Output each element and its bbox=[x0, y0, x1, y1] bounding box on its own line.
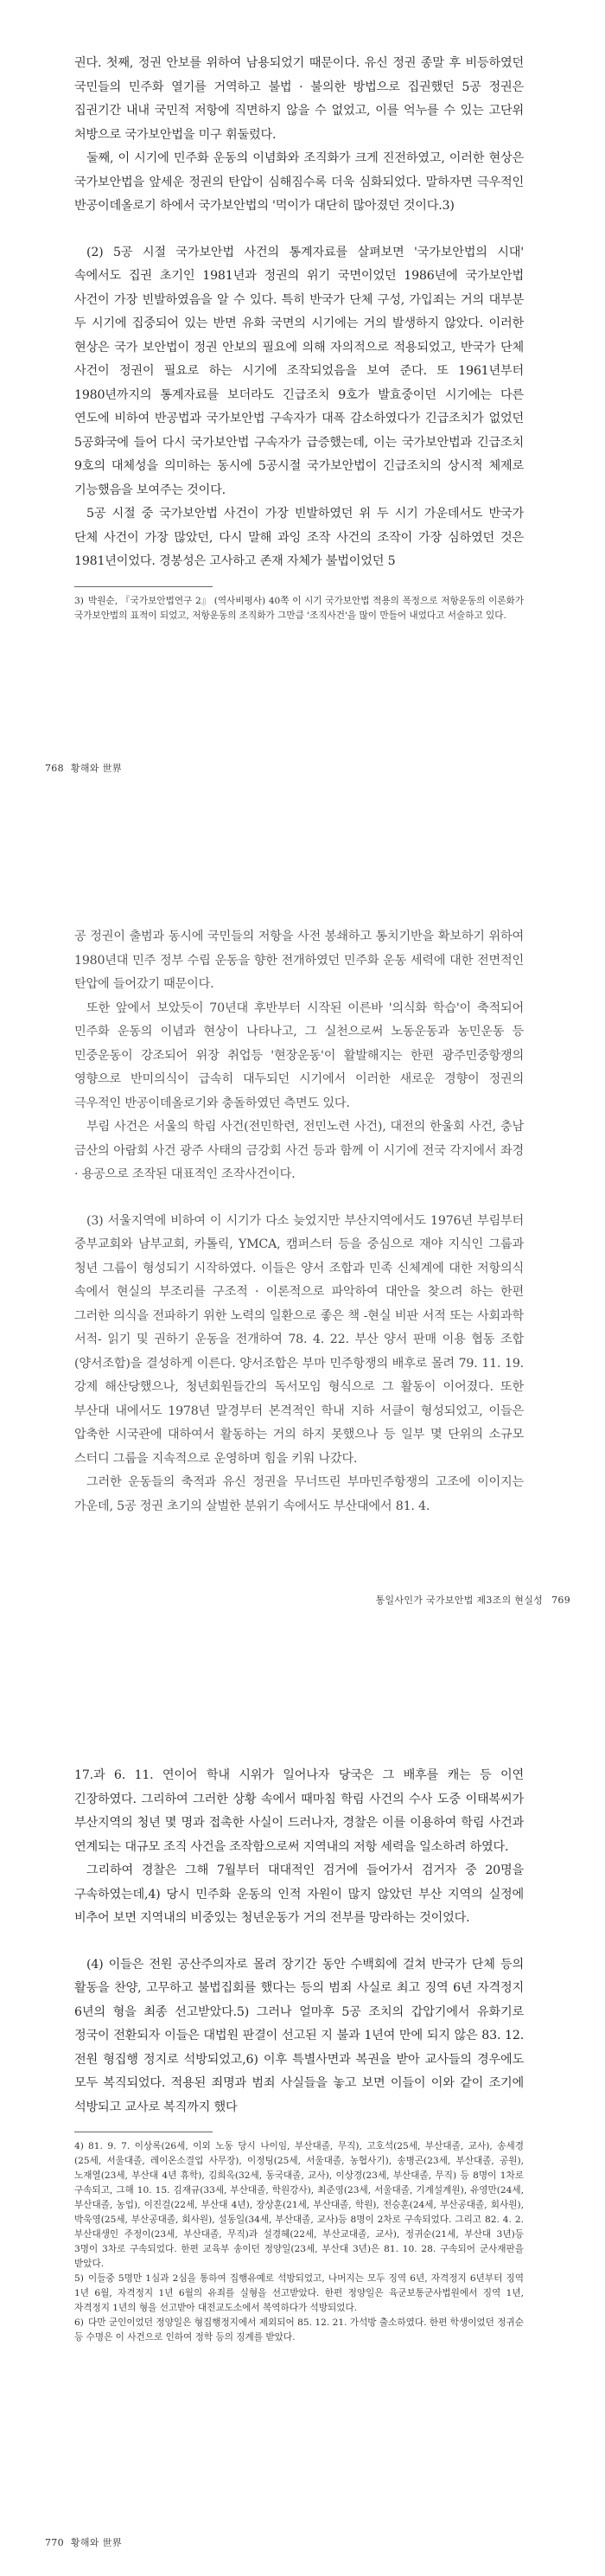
journal-title: 황해와 世界 bbox=[70, 2537, 123, 2548]
footnote-number: 4) bbox=[74, 2141, 84, 2151]
page-number: 768 bbox=[45, 763, 64, 774]
running-header-769 bbox=[376, 1593, 570, 1607]
footnote-number: 3) bbox=[74, 595, 84, 606]
paragraph-769-4: (3) 서울지역에 비하여 이 시기가 다소 늦었지만 부산지역에서도 1976년 부림부터 중부교회와 남부교회, 카톨릭, YMCA, 캠퍼스터 등을 중심으로 재야 지식인 그룹과 청년 그룹이 형성되기 시작하였다. 이들은 양서 조합과 민족 신체계에 대한 저항의식 속에서 현실의 부조리를 구조적 · 이론적으로 파악하여 대안을 찾으려 하는 한편 그러한 의식을 전파하기 위한 노력의 일환으로 좋은 책 -현실 비판 서적 또는 사회과학 서적- 읽기 및 권하기 운동을 전개하여 78. 4. 22. 부산 양서 판매 이용 협동 조합 (양서조합)을 결성하게 이른다. 양서조합은 부마 민주항쟁의 배후로 몰려 79. 11. 19. 강제 해산당했으나, 청년회원들간의 독서모임 형식으로 그 활동이 이어졌다. 또한 부산대 내에서도 1978년 말경부터 본격적인 학내 지하 서클이 형성되었고, 이들은 압축한 시국관에 대하여서 활동하는 거의 하지 못했으나 등 일부 몇 단위의 소규모 스터디 그룹을 지속적으로 운영하며 힘을 키워 나갔다. bbox=[74, 1213, 524, 1466]
paragraph-768-2: 둘째, 이 시기에 민주화 운동의 이념화와 조직화가 크게 진전하였고, 이러한 현상은 국가보안법을 앞세운 정권의 탄압이 심해짐수록 더욱 심화되었다. 말하자면 극우적인 반공이데올로기 하에서 국가보안법의 '먹이가 대단히 많아졌던 것이다.3) bbox=[74, 151, 524, 213]
paragraph-770-3: (4) 이들은 전원 공산주의자로 몰려 장기간 동안 수백회에 걸쳐 반국가 단체 등의 활동을 찬양, 고무하고 불법집회를 했다는 등의 범죄 사실로 최고 징역 6년 자격정지 6년의 형을 최종 선고받았다.5) 그러나 얼마후 5공 조치의 갑압기에서 유화기로 정국이 전환되자 이들은 대법원 판결이 선고된 지 불과 1년여 만에 되지 않은 83. 12. 전원 형집행 정지로 석방되었고,6) 이후 특별사면과 복권을 받아 교사들의 경우에도 모두 복직되었다. 적용된 죄명과 범죄 사실들을 놓고 보면 이들이 이와 같이 조기에 석방되고 교사로 복직까지 했다 bbox=[74, 1957, 524, 2114]
page-number: 769 bbox=[551, 1595, 570, 1606]
journal-title: 황해와 世界 bbox=[70, 763, 123, 774]
paragraph-770-1: 17.과 6. 11. 연이어 학내 시위가 일어나자 당국은 그 배후를 캐는 등 이연 긴장하였다. 그리하여 그러한 상황 속에서 때마침 학림 사건의 수사 도중 이태복씨가 부산지역의 청년 몇 명과 접촉한 사실이 드러나자, 경찰은 이를 이용하여 학림 사건과 연계되는 대규모 조직 사건을 조작함으로써 지역내의 저항 세력을 일소하려 하였다. bbox=[74, 1768, 524, 1854]
footnote-text: 이들중 5명만 1심과 2심을 통하여 집행유예로 석방되었고, 나머지는 모두 징역 6년, 자격정지 6년부터 징역 1년 6월, 자격정지 1년 6월의 유죄를 실형을 선고받았다. 한편 정양일은 육군보통군사법원에서 징역 1년, 자격정지 1년의 형을 선고받아 대전교도소에서 복역하다가 석방되었다. bbox=[74, 2273, 524, 2313]
page-770 bbox=[0, 1712, 605, 2576]
paragraph-769-1: 공 정권이 출범과 동시에 국민들의 저항을 사전 봉쇄하고 통치기반을 확보하기 위하여 1980년대 민주 정부 수립 운동을 향한 전개하였던 민주화 운동 세력에 대한 전면적인 탄압에 들어갔기 때문이다. bbox=[74, 930, 524, 991]
paragraph-769-3: 부림 사건은 서울의 학림 사건(전민학련, 전민노련 사건), 대전의 한울회 사건, 충남 금산의 아람회 사건 광주 사태의 금강회 사건 등과 함께 이 시기에 전국 각지에서 좌경 · 용공으로 조작된 대표적인 조작사건이다. bbox=[74, 1120, 524, 1181]
footnote-770-5 bbox=[74, 2272, 524, 2316]
page-768 bbox=[0, 0, 605, 846]
footnote-divider bbox=[74, 586, 213, 587]
footnote-text: 81. 9. 7. 이상록(26세, 이외 노동 당시 나이임, 부산대졸, 무직), 고호석(25세, 부산대졸, 교사), 송세경(25세, 서울대졸, 레이온소결업 사무장), 이정팅(25세, 서울대졸, 농협사기), 송병곤(23세, 부산대졸, 공원), 노재열(23세, 부산대 4년 휴학), 김희옥(32세, 동국대졸, 교사), 이상경(23세, 부산대졸, 무직) 등 8명이 1차로 구속되고, 그해 10. 15. 김재규(33세, 부산대졸, 학원강사), 최준영(23세, 서울대졸, 기계설계원), 유영만(24세, 부산대졸, 농업), 이진걸(22세, 부산대 4년), 장상훈(21세, 부산대졸, 학원), 전승훈(24세, 부산공대졸, 회사원), 박욱영(25세, 부산공대졸, 회사원), 설동일(34세, 부산대졸, 교사)등 8명이 2차로 구속되었다. 그리고 82. 4. 2. 부산대생인 주정이(23세, 부산대졸, 무직)과 설경혜(22세, 부산교대졸, 교사), 정귀순(21세, 부산대 3년)등 3명이 3차로 구속되었다. 한편 교육부 송이던 정양일(23세, 부산대 3년)은 81. 10. 28. 구속되어 군사재판을 받았다. bbox=[74, 2141, 524, 2269]
footnote-text: 박원순, 『국가보안법연구 2』 (역사비평사) 40쪽 이 시기 국가보안법 적용의 폭정으로 저항운동의 이론화가 국가보안법의 표적이 되었고, 저항운동의 조직화가 그만큼 '조직사건'을 많이 만들어 내었다고 서술하고 있다. bbox=[74, 595, 525, 621]
page-number: 770 bbox=[45, 2537, 64, 2548]
paragraph-769-2: 또한 앞에서 보았듯이 70년대 후반부터 시작된 이른바 '의식화 학습'이 축적되어 민주화 운동의 이념과 현상이 나타나고, 그 실천으로써 노동운동과 농민운동 등 민중운동이 강조되어 위장 취업등 '현장운동'이 활발해지는 한편 광주민중항쟁의 영향으로 반미의식이 급속히 대두되던 시기에서 이러한 새로운 경향이 정권의 극우적인 반공이데올로기와 충돌하였던 측면도 있다. bbox=[74, 1000, 524, 1110]
paragraph-768-4: 5공 시절 중 국가보안법 사건이 가장 빈발하였던 위 두 시기 가운데서도 반국가 단체 사건이 가장 많았던, 다시 말해 과잉 조작 사건의 조작이 가장 심하였던 것은 1981년이었다. 경봉성은 고사하고 존재 자체가 불법이었던 5 bbox=[74, 507, 524, 568]
paragraph-768-3: (2) 5공 시절 국가보안법 사건의 통계자료를 살펴보면 '국가보안법의 시대' 속에서도 집권 초기인 1981년과 정권의 위기 국면이었던 1986년에 국가보안법 사건이 가장 빈발하였음을 알 수 있다. 특히 반국가 단체 구성, 가입죄는 거의 대부분 두 시기에 집중되어 있는 반면 유화 국면의 시기에는 거의 발생하지 않았다. 이러한 현상은 국가 보안법이 정권 안보의 필요에 의해 자의적으로 적용되었고, 반국가 단체 사건이 정권이 필요로 하는 시기에 조작되었음을 보여 준다. 또 1961년부터 1980년까지의 통계자료를 보더라도 긴급조치 9호가 발효중이던 시기에는 다른 연도에 비하여 반공법과 국가보안법 구속자가 대폭 감소하였다가 긴급조치가 없었던 5공화국에 들어 다시 국가보안법 구속자가 급증했는데, 이는 국가보안법과 긴급조치 9호의 대체성을 의미하는 동시에 5공시절 국가보안법이 긴급조치의 상시적 체제로 기능했음을 보여주는 것이다. bbox=[74, 245, 524, 497]
running-header-768 bbox=[45, 761, 122, 775]
footnote-number: 6) bbox=[74, 2317, 84, 2328]
footnote-768-3 bbox=[74, 594, 524, 623]
paragraph-769-5: 그러한 운동들의 축적과 유신 정권을 무너뜨린 부마민주항쟁의 고조에 이이지는 가운데, 5공 정권 초기의 살벌한 분위기 속에서도 부산대에서 81. 4. bbox=[74, 1475, 524, 1513]
running-header-770 bbox=[45, 2535, 122, 2549]
footnote-number: 5) bbox=[74, 2273, 84, 2284]
footnote-770-4 bbox=[74, 2139, 524, 2272]
paragraph-770-2: 그리하여 경찰은 그해 7월부터 대대적인 검거에 들어가서 검거자 중 20명을 구속하였는데,4) 당시 민주화 운동의 인적 자원이 많지 않았던 부산 지역의 실정에 비추어 보면 지역내의 비중있는 청년운동가 거의 전부를 망라하는 것이었다. bbox=[74, 1863, 524, 1925]
page-769 bbox=[0, 856, 605, 1702]
paragraph-768-1: 권다. 첫째, 정권 안보를 위하여 남용되었기 때문이다. 유신 정권 종말 후 비등하였던 국민들의 민주화 열기를 거역하고 불법 · 불의한 방법으로 집권했던 5공 정권은 집권기간 내내 국민적 저항에 직면하지 않을 수 없었고, 이를 억누를 수 있는 고단위 처방으로 국가보안법을 미구 휘둘렀다. bbox=[74, 56, 524, 142]
journal-title: 통일사인가 국가보안법 제3조의 현실성 bbox=[375, 1595, 544, 1606]
footnote-770-6 bbox=[74, 2316, 524, 2345]
footnote-text: 다만 군인이었던 정양일은 형집행정지에서 제외되어 85. 12. 21. 가석방 출소하였다. 한편 학생이었던 정귀순 등 수명은 이 사건으로 인하여 정학 등의 징계를 받았다. bbox=[74, 2317, 524, 2343]
